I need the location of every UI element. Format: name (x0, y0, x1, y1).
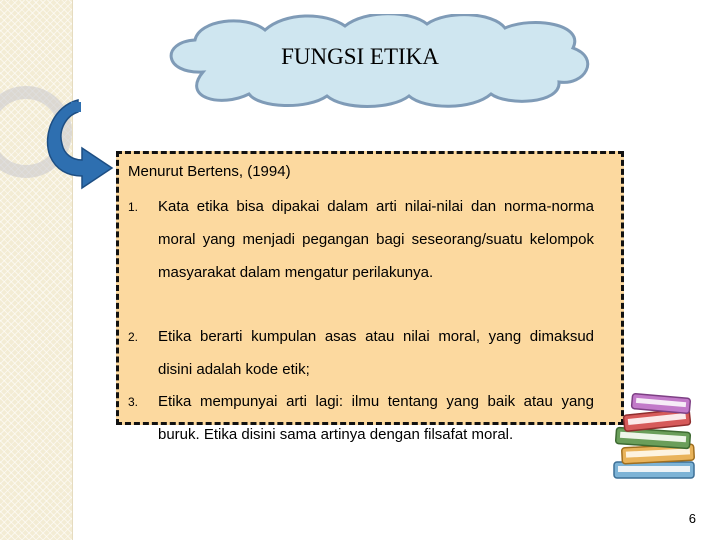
list-number: 3. (128, 395, 139, 409)
list-text: Etika mempunyai arti lagi: ilmu tentang yang baik atau yang buruk. Etika disini sama artinya dengan filsafat moral. (158, 393, 594, 443)
books-stack-icon (608, 392, 704, 484)
slide-title: FUNGSI ETIKA (281, 44, 439, 69)
list-text: Etika berarti kumpulan asas atau nilai moral, yang dimaksud disini adalah kode etik; (158, 328, 594, 378)
list-text: Kata etika bisa dipakai dalam arti nilai-nilai dan norma-norma moral yang menjadi pegangan bagi seseorang/suatu kelompok masyarakat dalam mengatur perilakunya. (158, 198, 594, 281)
intro-text: Menurut Bertens, (1994) (128, 163, 291, 180)
list-number: 2. (128, 330, 139, 344)
page-number: 6 (688, 511, 696, 526)
decorative-side-band (0, 0, 73, 540)
list-number: 1. (128, 200, 139, 214)
